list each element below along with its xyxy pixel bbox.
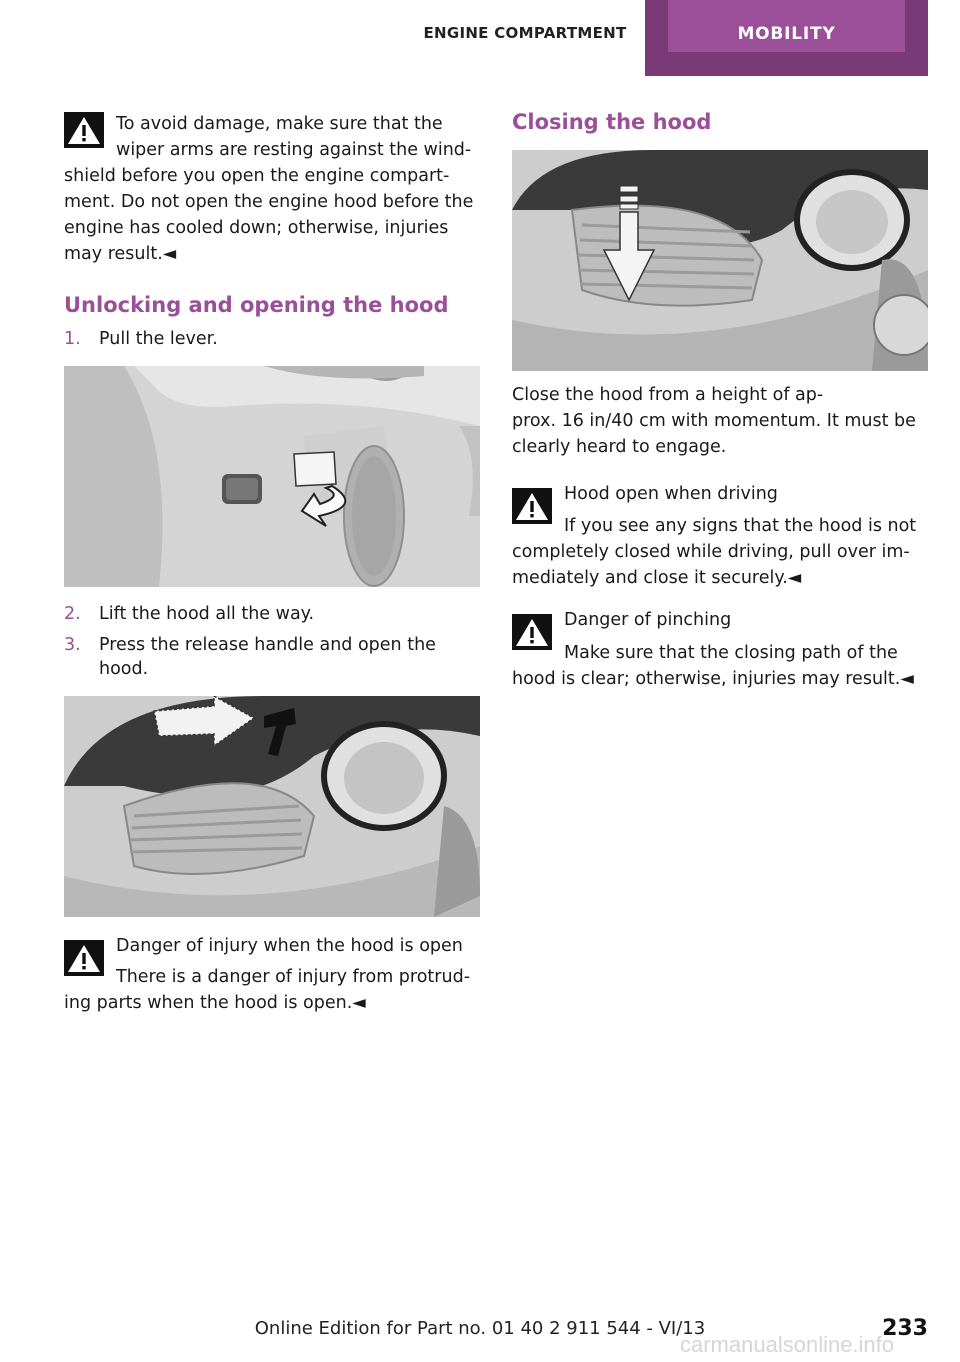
lever-photo: [64, 366, 480, 587]
warning-text-line: There is a danger of injury from protrud-: [116, 967, 471, 987]
warning-icon: [64, 940, 104, 976]
page-number: 233: [882, 1316, 928, 1341]
warning-text-line: If you see any signs that the hood is not: [564, 516, 917, 536]
warning-text-line: wiper arms are resting against the wind-: [116, 140, 472, 160]
paragraph-line: prox. 16 in/40 cm with momentum. It must be: [512, 411, 916, 431]
watermark: carmanualsonline.info: [680, 1332, 895, 1357]
warning-text-line: ment. Do not open the engine hood before the: [64, 192, 474, 212]
warning-text-line: completely closed while driving, pull over im-: [512, 542, 910, 562]
warning-title: Hood open when driving: [564, 484, 778, 504]
warning-text-line: Make sure that the closing path of the: [564, 643, 898, 663]
step-text-continued: hood.: [99, 659, 149, 679]
warning-icon: [512, 614, 552, 650]
warning-text-line: hood is clear; otherwise, injuries may result.◄: [512, 669, 914, 689]
edition-footer: Online Edition for Part no. 01 40 2 911 544 - VI/13: [254, 1318, 706, 1339]
warning-title: Danger of pinching: [564, 610, 732, 630]
warning-icon: [512, 488, 552, 524]
section-heading: Closing the hood: [512, 110, 712, 134]
step-number: 2.: [64, 604, 81, 624]
warning-icon: [64, 112, 104, 148]
chapter-tab: [645, 0, 928, 76]
warning-text-line: may result.◄: [64, 244, 177, 264]
step-number: 3.: [64, 635, 81, 655]
step-number: 1.: [64, 329, 81, 349]
section-title: ENGINE COMPARTMENT: [423, 24, 627, 42]
warning-text-line: ing parts when the hood is open.◄: [64, 993, 366, 1013]
step-text: Lift the hood all the way.: [99, 604, 315, 624]
closing-hood-photo: [512, 150, 928, 371]
chapter-tab-label: MOBILITY: [668, 0, 905, 52]
paragraph-line: Close the hood from a height of ap-: [512, 385, 824, 405]
paragraph-line: clearly heard to engage.: [512, 437, 727, 457]
warning-text-line: mediately and close it securely.◄: [512, 568, 802, 588]
section-heading: Unlocking and opening the hood: [64, 293, 449, 317]
warning-title: Danger of injury when the hood is open: [116, 936, 463, 956]
step-text: Pull the lever.: [99, 329, 218, 349]
release-handle-photo: [64, 696, 480, 917]
warning-text-line: shield before you open the engine compart-: [64, 166, 450, 186]
step-text: Press the release handle and open the: [99, 635, 436, 655]
warning-text-line: engine has cooled down; otherwise, injuries: [64, 218, 449, 238]
warning-text-line: To avoid damage, make sure that the: [116, 114, 443, 134]
